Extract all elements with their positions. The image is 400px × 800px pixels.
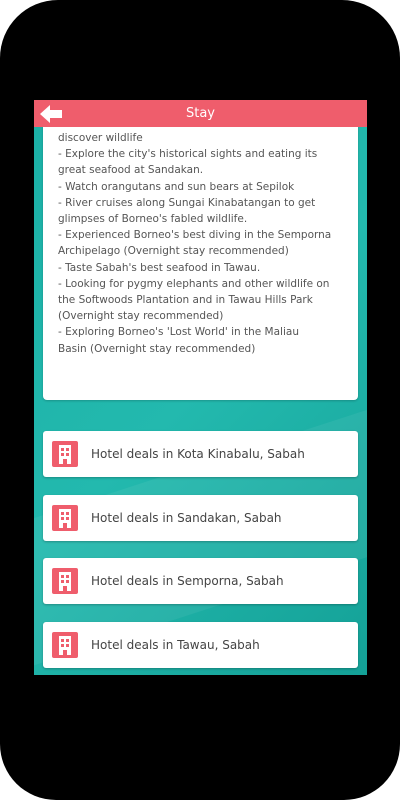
description-card: [43, 121, 358, 400]
hotel-item-label: Hotel deals in Sandakan, Sabah: [91, 511, 282, 525]
description-line: - River cruises along Sungai Kinabatangan to get: [58, 196, 316, 209]
description-line: - Exploring Borneo's 'Lost World' in the Maliau: [58, 326, 299, 339]
description-line: glimpses of Borneo's fabled wildlife.: [58, 213, 248, 226]
hotel-item-semporna[interactable]: [43, 558, 358, 604]
hotel-item-label: Hotel deals in Tawau, Sabah: [91, 638, 260, 652]
description-line: discover wildlife: [58, 132, 143, 144]
app-screen: [34, 100, 367, 675]
page-title: Stay: [185, 106, 215, 121]
hotel-building-icon: [52, 441, 78, 467]
description-line: - Looking for pygmy elephants and other wildlife on: [58, 277, 330, 290]
description-line: great seafood at Sandakan.: [58, 164, 204, 177]
hotel-building-icon: [52, 568, 78, 594]
description-line: - Taste Sabah's best seafood in Tawau.: [58, 261, 261, 274]
description-line: - Explore the city's historical sights and eating its: [58, 148, 318, 161]
content-area[interactable]: [34, 127, 367, 675]
hotel-item-label: Hotel deals in Kota Kinabalu, Sabah: [91, 447, 305, 461]
hotel-item-label: Hotel deals in Semporna, Sabah: [91, 574, 284, 588]
hotel-building-icon: [52, 632, 78, 658]
description-line: Basin (Overnight stay recommended): [58, 342, 256, 355]
hotel-building-icon: [52, 505, 78, 531]
hotel-item-tawau[interactable]: [43, 622, 358, 668]
description-line: the Softwoods Plantation and in Tawau Hills Park: [58, 294, 313, 307]
description-line: Archipelago (Overnight stay recommended): [58, 245, 289, 258]
hotel-item-sandakan[interactable]: [43, 495, 358, 541]
back-button[interactable]: [40, 105, 64, 123]
arrow-left-icon: [40, 105, 64, 123]
description-line: (Overnight stay recommended): [58, 310, 224, 323]
top-bar: [34, 100, 367, 127]
description-line: - Experienced Borneo's best diving in the Semporna: [58, 229, 332, 242]
hotel-item-kota-kinabalu[interactable]: [43, 431, 358, 477]
description-text: [58, 125, 350, 357]
description-line: - Watch orangutans and sun bears at Sepilok: [58, 180, 295, 193]
